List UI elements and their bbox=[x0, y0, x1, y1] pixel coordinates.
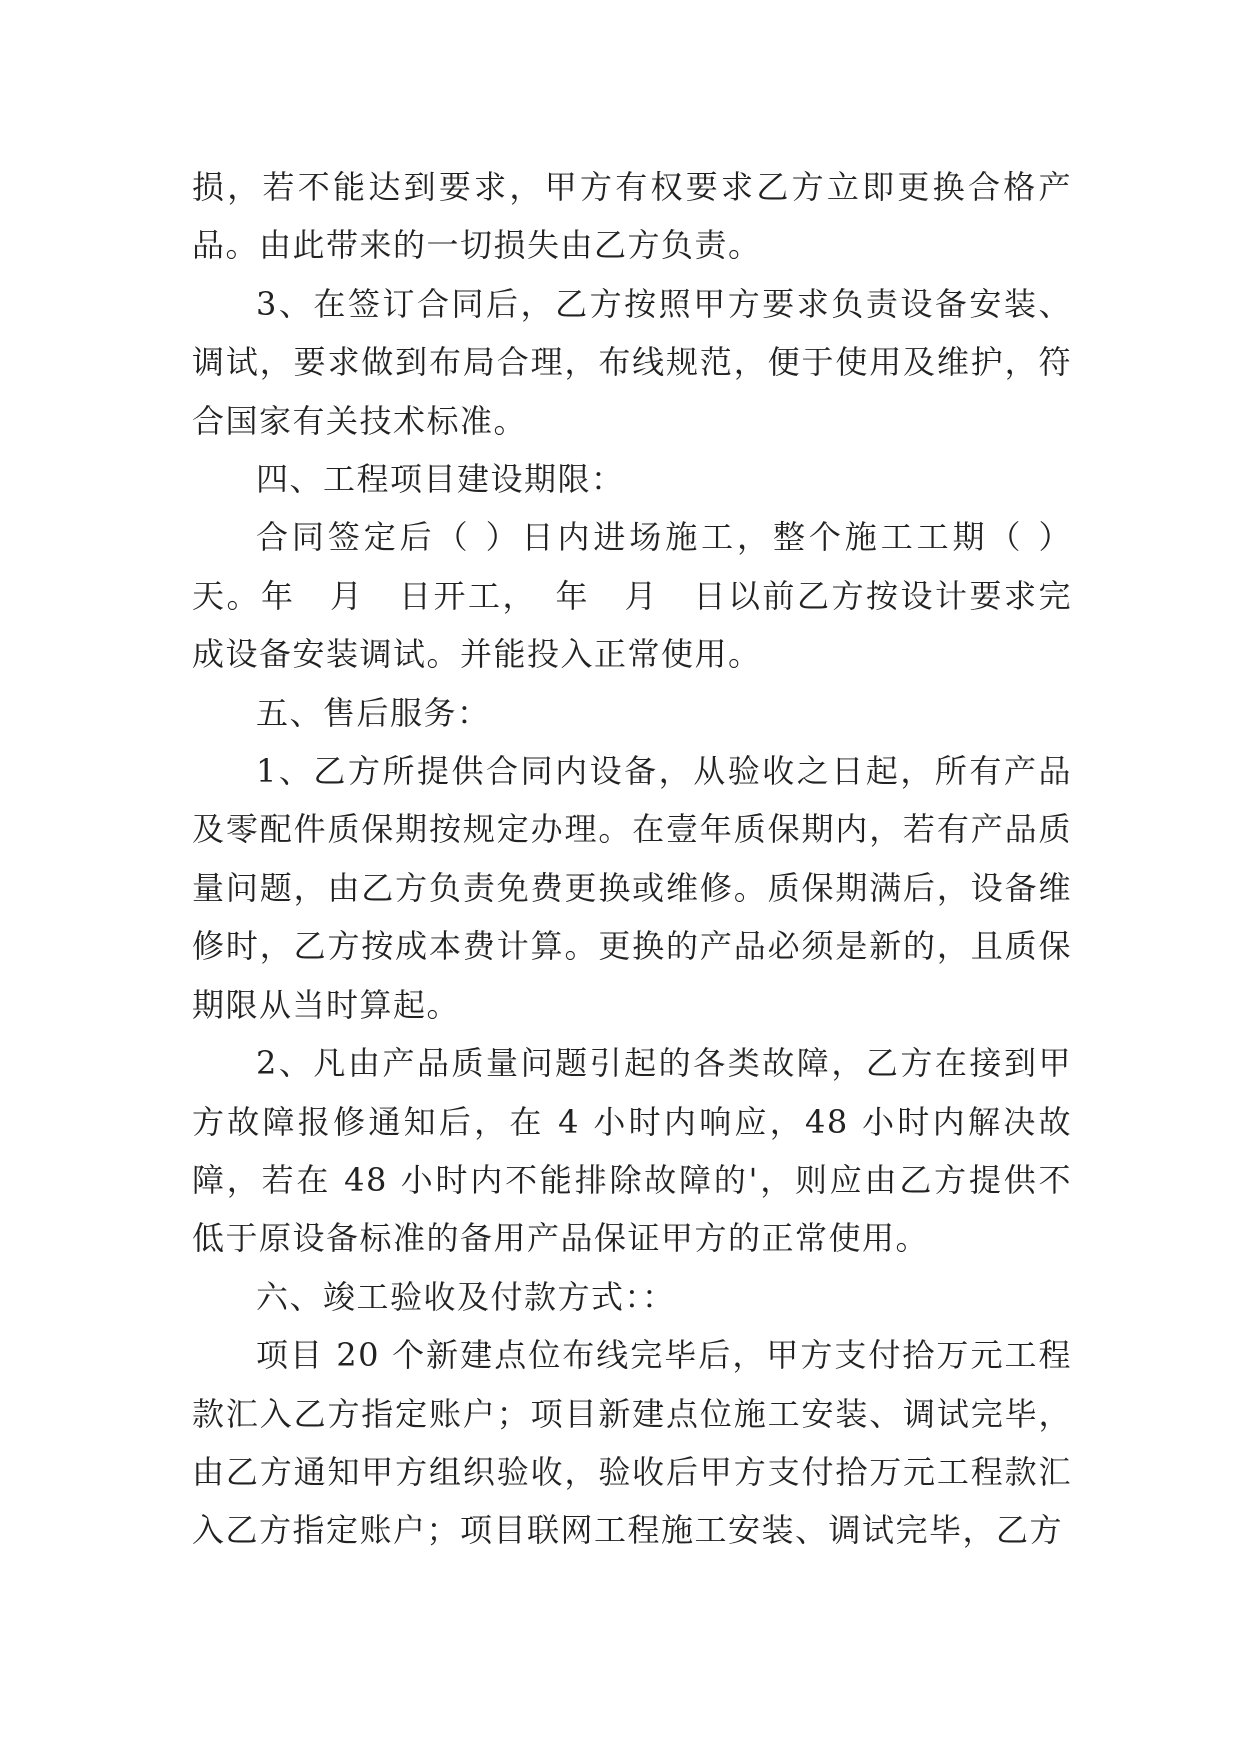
paragraph-2: 3、在签订合同后，乙方按照甲方要求负责设备安装、调试，要求做到布局合理，布线规范，便于使用及维护，符合国家有关技术标准。 bbox=[192, 284, 1072, 440]
section-heading-4: 四、工程项目建设期限： bbox=[256, 460, 625, 499]
paragraph-4: 合同签定后（ ）日内进场施工，整个施工工期（ ）天。年 月 日开工， 年 月 日以前乙方按设计要求完成设备安装调试。并能投入正常使用。 bbox=[192, 518, 1072, 674]
document-body bbox=[192, 158, 1072, 1560]
paragraph-1: 损，若不能达到要求，甲方有权要求乙方立即更换合格产品。由此带来的一切损失由乙方负责。 bbox=[192, 168, 1072, 265]
paragraph-6: 1、乙方所提供合同内设备，从验收之日起，所有产品及零配件质保期按规定办理。在壹年质保期内，若有产品质量问题，由乙方负责免费更换或维修。质保期满后，设备维修时，乙方按成本费计算。更换的产品必须是新的，且质保期限从当时算起。 bbox=[192, 752, 1072, 1024]
section-heading-6: 六、竣工验收及付款方式：： bbox=[256, 1277, 676, 1316]
paragraph-9: 项目 20 个新建点位布线完毕后，甲方支付拾万元工程款汇入乙方指定账户；项目新建点位施工安装、调试完毕，由乙方通知甲方组织验收，验收后甲方支付拾万元工程款汇入乙方指定账户；项目联网工程施工安装、调试完毕，乙方 bbox=[192, 1336, 1072, 1550]
paragraph-7: 2、凡由产品质量问题引起的各类故障，乙方在接到甲方故障报修通知后，在 4 小时内响应，48 小时内解决故障，若在 48 小时内不能排除故障的'，则应由乙方提供不低于原设备标准的备用产品保证甲方的正常使用。 bbox=[192, 1044, 1072, 1258]
section-heading-5: 五、售后服务： bbox=[256, 693, 491, 732]
